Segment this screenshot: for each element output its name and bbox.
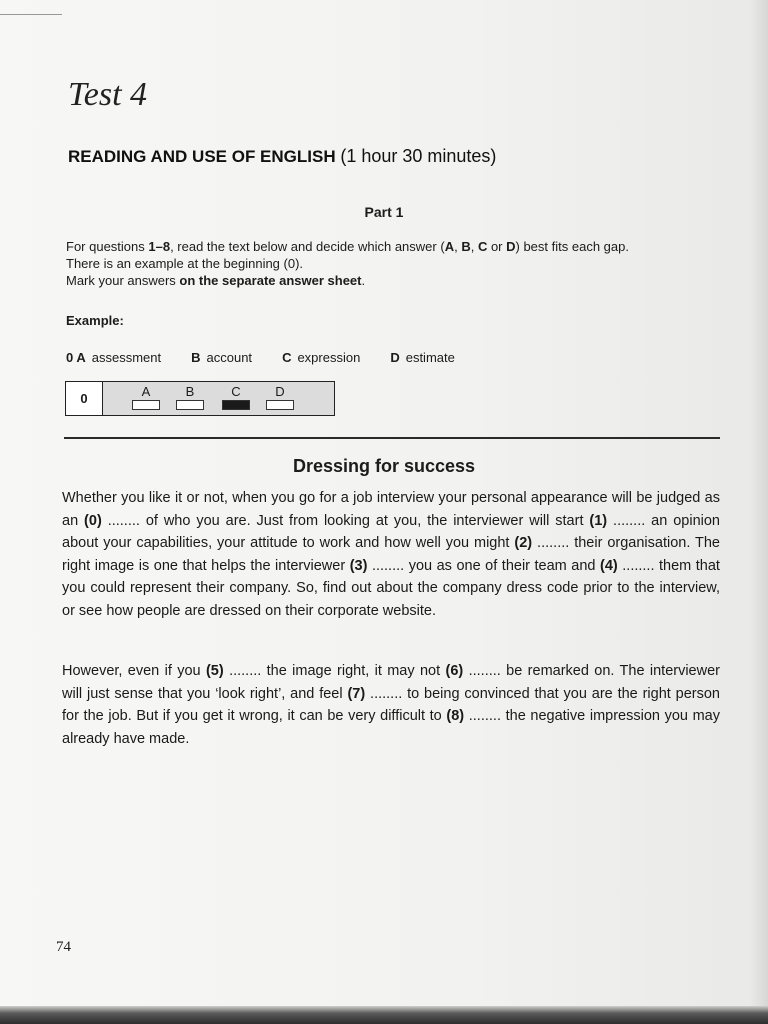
section-heading	[68, 146, 496, 167]
answer-box-a	[132, 400, 160, 410]
example-answer-grid	[65, 381, 335, 416]
instructions	[66, 238, 726, 289]
answer-box-b	[176, 400, 204, 410]
page-edge-shadow	[750, 0, 768, 1024]
example-label: Example:	[66, 313, 124, 328]
passage-title: Dressing for success	[292, 456, 476, 476]
scan-bottom-edge	[0, 1006, 768, 1024]
test-title: Test 4	[68, 76, 148, 113]
instruction-line-2: There is an example at the beginning (0).	[66, 256, 304, 271]
page-number: 74	[56, 939, 71, 955]
section-name: READING AND USE OF ENGLISH	[68, 147, 336, 166]
instruction-line-3: Mark your answers on the separate answer sheet.	[66, 273, 366, 288]
answer-cell-b: B	[175, 385, 205, 410]
section-duration: (1 hour 30 minutes)	[340, 146, 497, 166]
passage-paragraph-1: Whether you like it or not, when you go for a job interview your personal appearance will be judged as an (0) ........ of who you are. Just from looking at you, the interviewer will start (1) ........ an opinion about your capabilities, your attitude to work and how well you might (2) ........ their organisation. The right image is one that helps the interviewer (3) ........ you as one of their team and (4) ........ them that you could represent their company. So, find out about the company dress code prior to the interview, or see how people are dressed on their corporate website.	[62, 490, 720, 619]
answer-cell-c: C	[221, 385, 251, 410]
answer-box-c-selected	[222, 400, 250, 410]
answer-cell-d: D	[265, 385, 295, 410]
answer-box-d	[266, 400, 294, 410]
answer-cell-a: A	[131, 385, 161, 410]
example-option: C expression	[282, 350, 361, 365]
answer-cells	[103, 382, 334, 415]
example-option: B account	[191, 350, 253, 365]
example-option: D estimate	[390, 350, 455, 365]
answer-question-number: 0	[66, 382, 103, 415]
example-option: 0 A assessment	[66, 350, 162, 365]
part-label: Part 1	[364, 204, 404, 220]
passage-paragraph-2: However, even if you (5) ........ the image right, it may not (6) ........ be remarked on. The interviewer will just sense that you ‘look right’, and feel (7) ........ to being convinced that you are the right person for the job. But if you get it wrong, it can be very difficult to (8) ........ the negative impression you may already have made.	[62, 663, 720, 747]
instruction-line-1: For questions 1–8, read the text below and decide which answer (A, B, C or D) best fits each gap.	[66, 239, 629, 254]
scan-artifact-line	[0, 14, 62, 15]
divider-rule	[64, 437, 720, 439]
example-options	[66, 350, 485, 365]
